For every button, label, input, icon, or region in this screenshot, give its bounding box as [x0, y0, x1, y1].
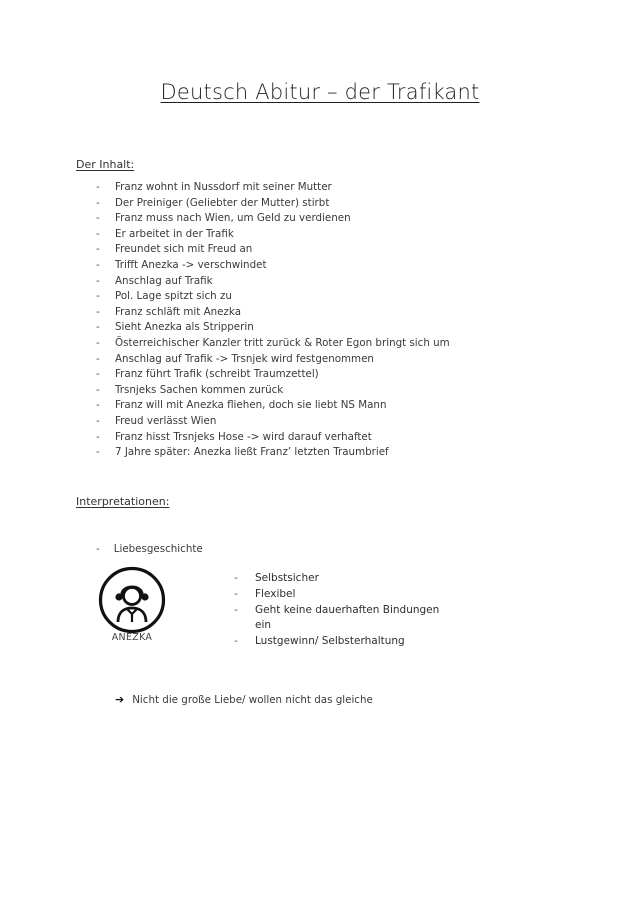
list-item — [92, 352, 450, 368]
list-item — [92, 336, 450, 352]
trait-text: Geht keine dauerhaften Bindungen ein — [255, 603, 440, 632]
list-item-text: Franz muss nach Wien, um Geld zu verdienen — [115, 212, 351, 225]
list-item-text: Anschlag auf Trafik — [115, 274, 213, 287]
bullet-dash: - — [96, 352, 100, 365]
list-item-text: Freundet sich mit Freud an — [115, 243, 253, 256]
list-item-text: Freud verlässt Wien — [115, 414, 217, 427]
list-item-text: Franz will mit Anezka fliehen, doch sie liebt NS Mann — [115, 399, 387, 412]
section-heading-inhalt: Der Inhalt: — [76, 158, 135, 171]
trait-text: Lustgewinn/ Selbsterhaltung — [255, 635, 405, 648]
bullet-dash: - — [96, 212, 100, 225]
list-item — [92, 414, 450, 430]
list-item-text: Franz führt Trafik (schreibt Traumzettel) — [115, 368, 319, 381]
list-item-text: Trsnjeks Sachen kommen zurück — [115, 383, 284, 396]
bullet-dash: - — [234, 603, 238, 616]
list-item — [92, 305, 450, 321]
list-item — [92, 211, 450, 227]
inhalt-list — [92, 180, 450, 461]
list-item-text: Franz schläft mit Anezka — [115, 305, 242, 318]
traits-list — [234, 571, 444, 650]
bullet-dash: - — [96, 181, 100, 193]
list-item — [92, 398, 450, 414]
bullet-dash: - — [96, 383, 100, 396]
bullet-dash: - — [96, 446, 100, 459]
bullet-dash: - — [96, 274, 100, 287]
list-item-text: Trifft Anezka -> verschwindet — [115, 258, 267, 271]
list-item — [92, 383, 450, 399]
list-item — [92, 242, 450, 258]
section-heading-interpretationen: Interpretationen: — [76, 495, 170, 508]
bullet-dash: - — [96, 399, 100, 412]
bullet-dash: - — [96, 414, 100, 427]
conclusion-text: Nicht die große Liebe/ wollen nicht das gleiche — [132, 694, 373, 706]
list-item-text: Österreichischer Kanzler tritt zurück & Roter Egon bringt sich um — [115, 336, 450, 349]
list-item-text: Anschlag auf Trafik -> Trsnjek wird festgenommen — [115, 352, 374, 365]
bullet-dash: - — [96, 321, 100, 334]
list-item — [92, 430, 450, 446]
list-item — [92, 274, 450, 290]
list-item — [92, 445, 450, 461]
bullet-dash: - — [96, 290, 100, 303]
list-item — [92, 227, 450, 243]
trait-text: Selbstsicher — [255, 572, 319, 584]
bullet-dash: - — [96, 258, 100, 271]
conclusion-line — [115, 693, 373, 706]
bullet-dash: - — [96, 543, 100, 555]
bullet-dash: - — [96, 368, 100, 381]
bullet-dash: - — [234, 635, 238, 648]
list-item-text: Sieht Anezka als Stripperin — [115, 321, 254, 334]
bullet-dash: - — [96, 336, 100, 349]
bullet-dash: - — [234, 587, 238, 600]
topic-item — [96, 543, 203, 555]
list-item — [92, 258, 450, 274]
topic-text: Liebesgeschichte — [113, 543, 203, 555]
page-title: Deutsch Abitur – der Trafikant — [160, 80, 480, 104]
trait-text: Flexibel — [255, 587, 296, 600]
bullet-dash: - — [96, 243, 100, 256]
list-item — [92, 196, 450, 212]
bullet-dash: - — [234, 572, 238, 584]
list-item-text: Der Preiniger (Geliebter der Mutter) stirbt — [115, 196, 330, 209]
trait-item — [234, 571, 444, 587]
bullet-dash: - — [96, 305, 100, 318]
trait-item — [234, 634, 444, 650]
bullet-dash: - — [96, 227, 100, 240]
list-item-text: Er arbeitet in der Trafik — [115, 227, 234, 240]
trait-item — [234, 587, 444, 603]
list-item-text: Franz wohnt in Nussdorf mit seiner Mutter — [115, 181, 332, 193]
list-item — [92, 180, 450, 196]
bullet-dash: - — [96, 196, 100, 209]
list-item — [92, 320, 450, 336]
list-item — [92, 289, 450, 305]
trait-item — [234, 603, 444, 635]
list-item-text: 7 Jahre später: Anezka ließt Franz’ letzten Traumbrief — [115, 446, 389, 459]
character-name: ANEZKA — [111, 632, 153, 643]
list-item-text: Franz hisst Trsnjeks Hose -> wird darauf verhaftet — [115, 430, 372, 443]
list-item — [92, 367, 450, 383]
bullet-dash: - — [96, 430, 100, 443]
list-item-text: Pol. Lage spitzt sich zu — [115, 290, 232, 303]
arrow-right-icon: ➔ — [115, 693, 125, 706]
